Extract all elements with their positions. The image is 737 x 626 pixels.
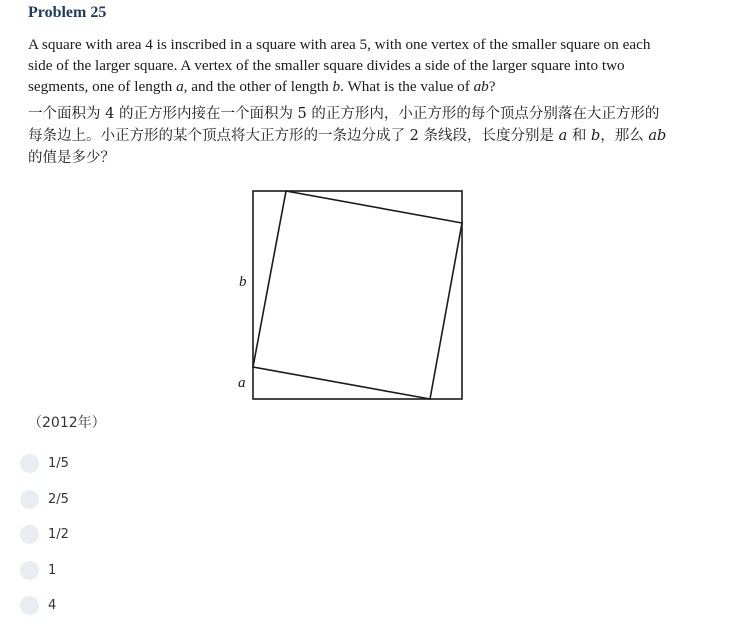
text-segment: A square with area 4 is inscribed in a square with area 5, with one vertex of the smaller square on each side of the larger square. A vertex of the smaller square divides a side of the larger square into two segments, one of length [28,36,651,95]
inscribed-squares-figure [230,182,470,407]
radio-button[interactable] [20,596,39,615]
option-1[interactable] [20,446,69,482]
option-label: 2/5 [48,491,69,507]
year-label: （2012年） [28,415,106,431]
variable-a: a [176,78,184,95]
variable-b: b [332,78,341,95]
option-label: 4 [48,598,57,614]
variable-a: a [558,128,568,144]
figure-svg [230,182,470,407]
text-segment: ，那么 [600,128,649,144]
text-segment: ? [488,78,496,95]
option-label: 1/2 [48,527,69,543]
outer-square [253,191,462,399]
radio-button[interactable] [20,561,39,580]
answer-options [20,446,69,624]
option-5[interactable] [20,588,69,624]
problem-title: Problem 25 [28,4,107,21]
inner-square [253,191,462,399]
label-b: b [239,274,247,290]
option-label: 1 [48,562,57,578]
radio-button[interactable] [20,490,39,509]
text-segment: 的值是多少？ [28,150,115,166]
option-3[interactable] [20,517,69,553]
text-segment: 一个面积为 4 的正方形内接在一个面积为 5 的正方形内，小正方形的每个顶点分别落在大正方形的每条边上。小正方形的某个顶点将大正方形的一条边分成了 2 条线段，长度分别是 [28,106,660,144]
option-4[interactable] [20,553,69,589]
problem-text-english [28,34,668,97]
variable-b: b [590,128,601,144]
text-segment: . What is the value of [340,78,474,95]
variable-ab: ab [473,78,489,95]
option-label: 1/5 [48,456,69,472]
variable-ab: ab [648,128,667,144]
option-2[interactable] [20,482,69,518]
text-segment: , and the other of length [183,78,333,95]
problem-text-chinese [28,103,668,169]
radio-button[interactable] [20,525,39,544]
radio-button[interactable] [20,454,39,473]
text-segment: 和 [567,128,591,144]
label-a: a [238,375,246,391]
